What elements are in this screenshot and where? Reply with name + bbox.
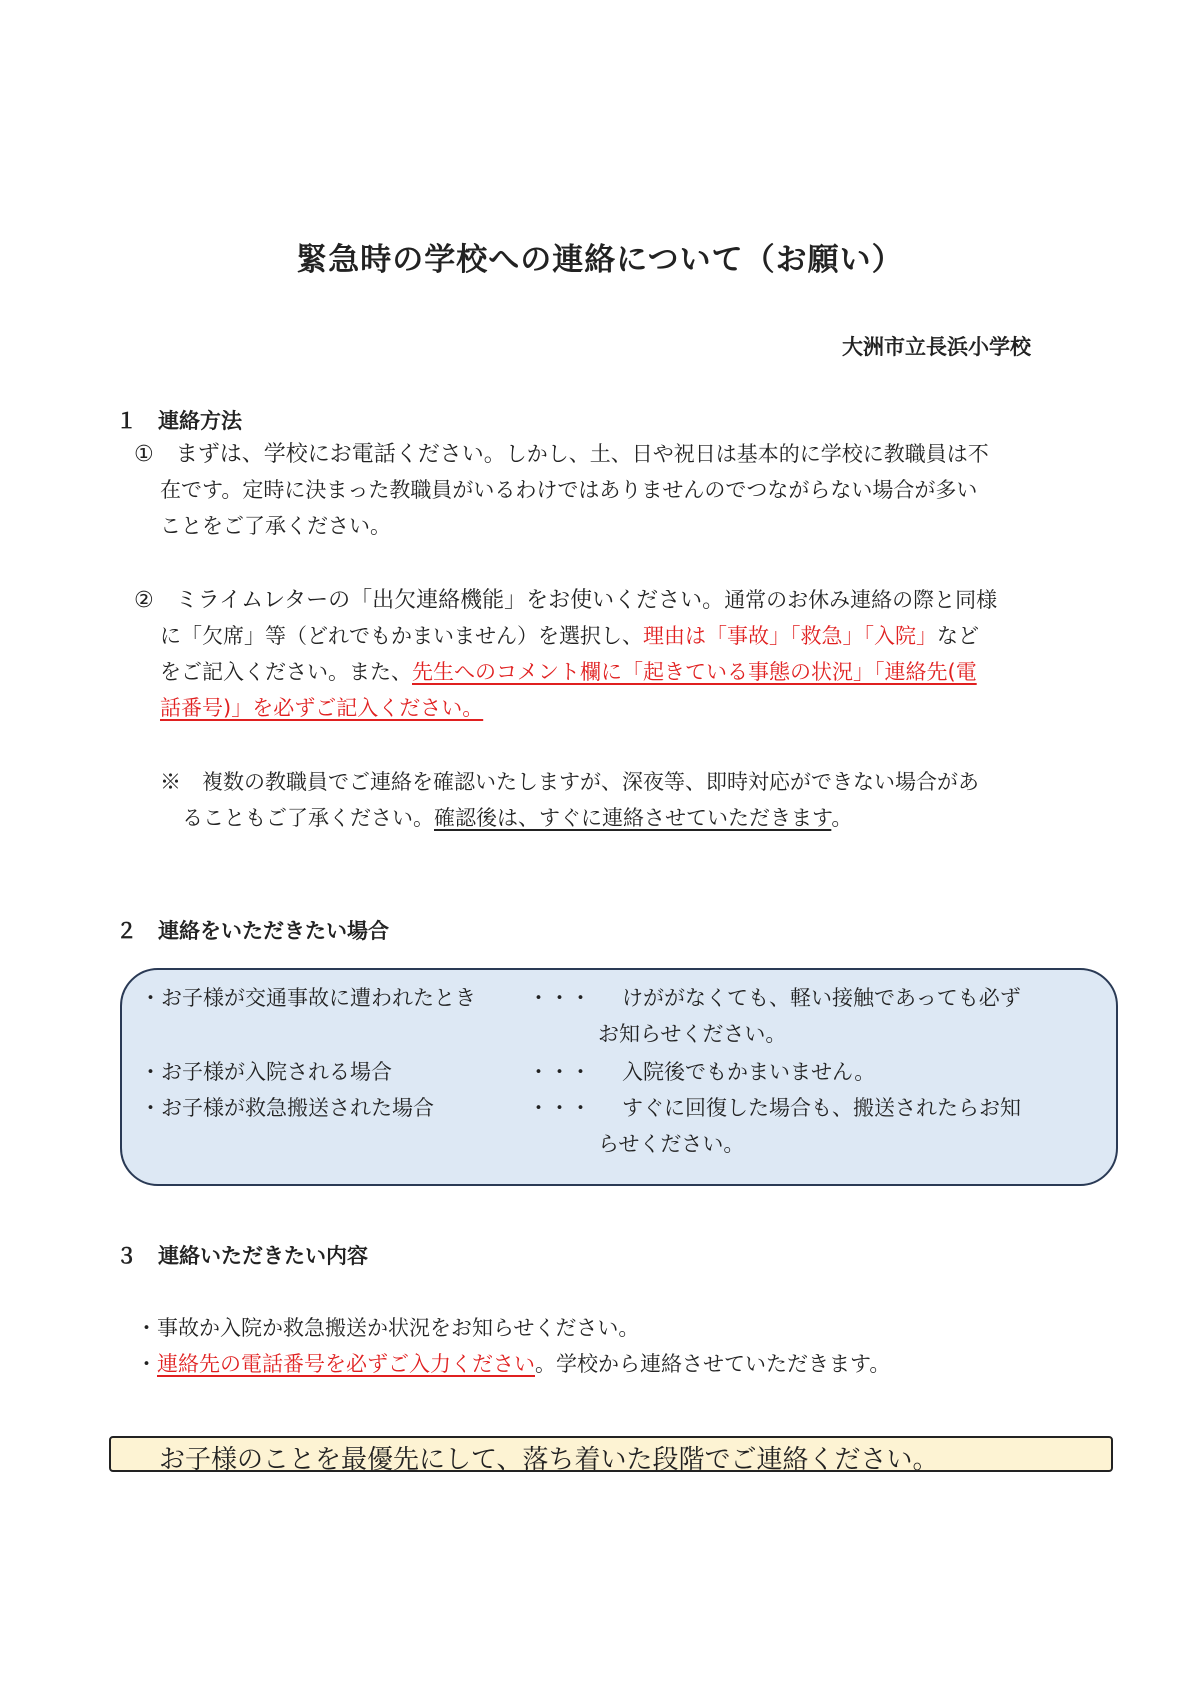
note-line2-underlined: 確認後は、すぐに連絡させていただきます	[434, 806, 832, 830]
section3-bullet2	[136, 1346, 890, 1382]
case3-desc-line2: らせください。	[598, 1132, 745, 1156]
section1-item2-line3	[160, 654, 977, 690]
section2-heading: ２ 連絡をいただきたい場合	[116, 919, 389, 943]
note-line2-a: ることもご了承ください。	[182, 806, 434, 830]
case3-desc-line1: すぐに回復した場合も、搬送されたらお知	[622, 1096, 1021, 1120]
note-line1: ※ 複数の教職員でご連絡を確認いたしますが、深夜等、即時対応ができない場合があ	[160, 770, 979, 794]
school-name: 大洲市立長浜小学校	[842, 335, 1031, 359]
section1-item2-line4	[160, 690, 483, 726]
item2-line2-a: に「欠席」等（どれでもかまいません）を選択し、	[160, 624, 643, 648]
case2-desc-line1: 入院後でもかまいません。	[622, 1060, 876, 1084]
footer-text: お子様のことを最優先にして、落ち着いた段階でご連絡ください。	[159, 1445, 939, 1475]
section1-item1-line2: 在です。定時に決まった教職員がいるわけではありませんのでつながらない場合が多い	[160, 478, 978, 502]
bullet2-rest: 。学校から連絡させていただきます。	[535, 1352, 891, 1376]
case3-label: ・お子様が救急搬送された場合	[140, 1096, 434, 1120]
item2-lead: ② ミライムレターの「出欠連絡機能」をお使いください。	[134, 588, 725, 613]
case3-dots: ・・・	[528, 1096, 591, 1120]
section1-item1-line1	[134, 436, 989, 473]
case1-dots: ・・・	[528, 986, 591, 1010]
item2-line3-red: 先生へのコメント欄に「起きている事態の状況」「連絡先(電	[412, 660, 977, 684]
section1-heading: １ 連絡方法	[116, 409, 242, 433]
case2-label: ・お子様が入院される場合	[140, 1060, 392, 1084]
section1-item2-line1	[134, 582, 997, 619]
case2-dots: ・・・	[528, 1060, 591, 1084]
item2-line2-b: など	[937, 624, 979, 648]
item2-line4-red: 話番号)」を必ずご記入ください。	[160, 696, 484, 720]
bullet2-prefix: ・	[136, 1352, 157, 1376]
item1-lead: ① まずは、学校にお電話ください。	[134, 442, 506, 467]
bullet2-red: 連絡先の電話番号を必ずご入力ください	[157, 1352, 535, 1376]
section3-bullet1: ・事故か入院か救急搬送か状況をお知らせください。	[136, 1316, 640, 1340]
section1-item1-line3: ことをご了承ください。	[160, 514, 391, 538]
section3-heading: ３ 連絡いただきたい内容	[116, 1244, 368, 1268]
note-line2-b: 。	[831, 806, 853, 830]
item2-rest: 通常のお休み連絡の際と同様	[724, 588, 998, 612]
case1-label: ・お子様が交通事故に遭われたとき	[140, 986, 476, 1010]
section1-item2-line2	[160, 618, 979, 654]
item1-rest: しかし、土、日や祝日は基本的に学校に教職員は不	[505, 442, 989, 466]
item2-line3-a: をご記入ください。また、	[160, 660, 412, 684]
footer-banner	[109, 1436, 1113, 1475]
note-line2	[182, 800, 852, 836]
item2-line2-red: 理由は「事故」「救急」「入院」	[643, 624, 937, 648]
case1-desc-line2: お知らせください。	[598, 1022, 787, 1046]
case1-desc-line1: けががなくても、軽い接触であっても必ず	[622, 986, 1021, 1010]
page-title: 緊急時の学校への連絡について（お願い）	[296, 242, 904, 278]
